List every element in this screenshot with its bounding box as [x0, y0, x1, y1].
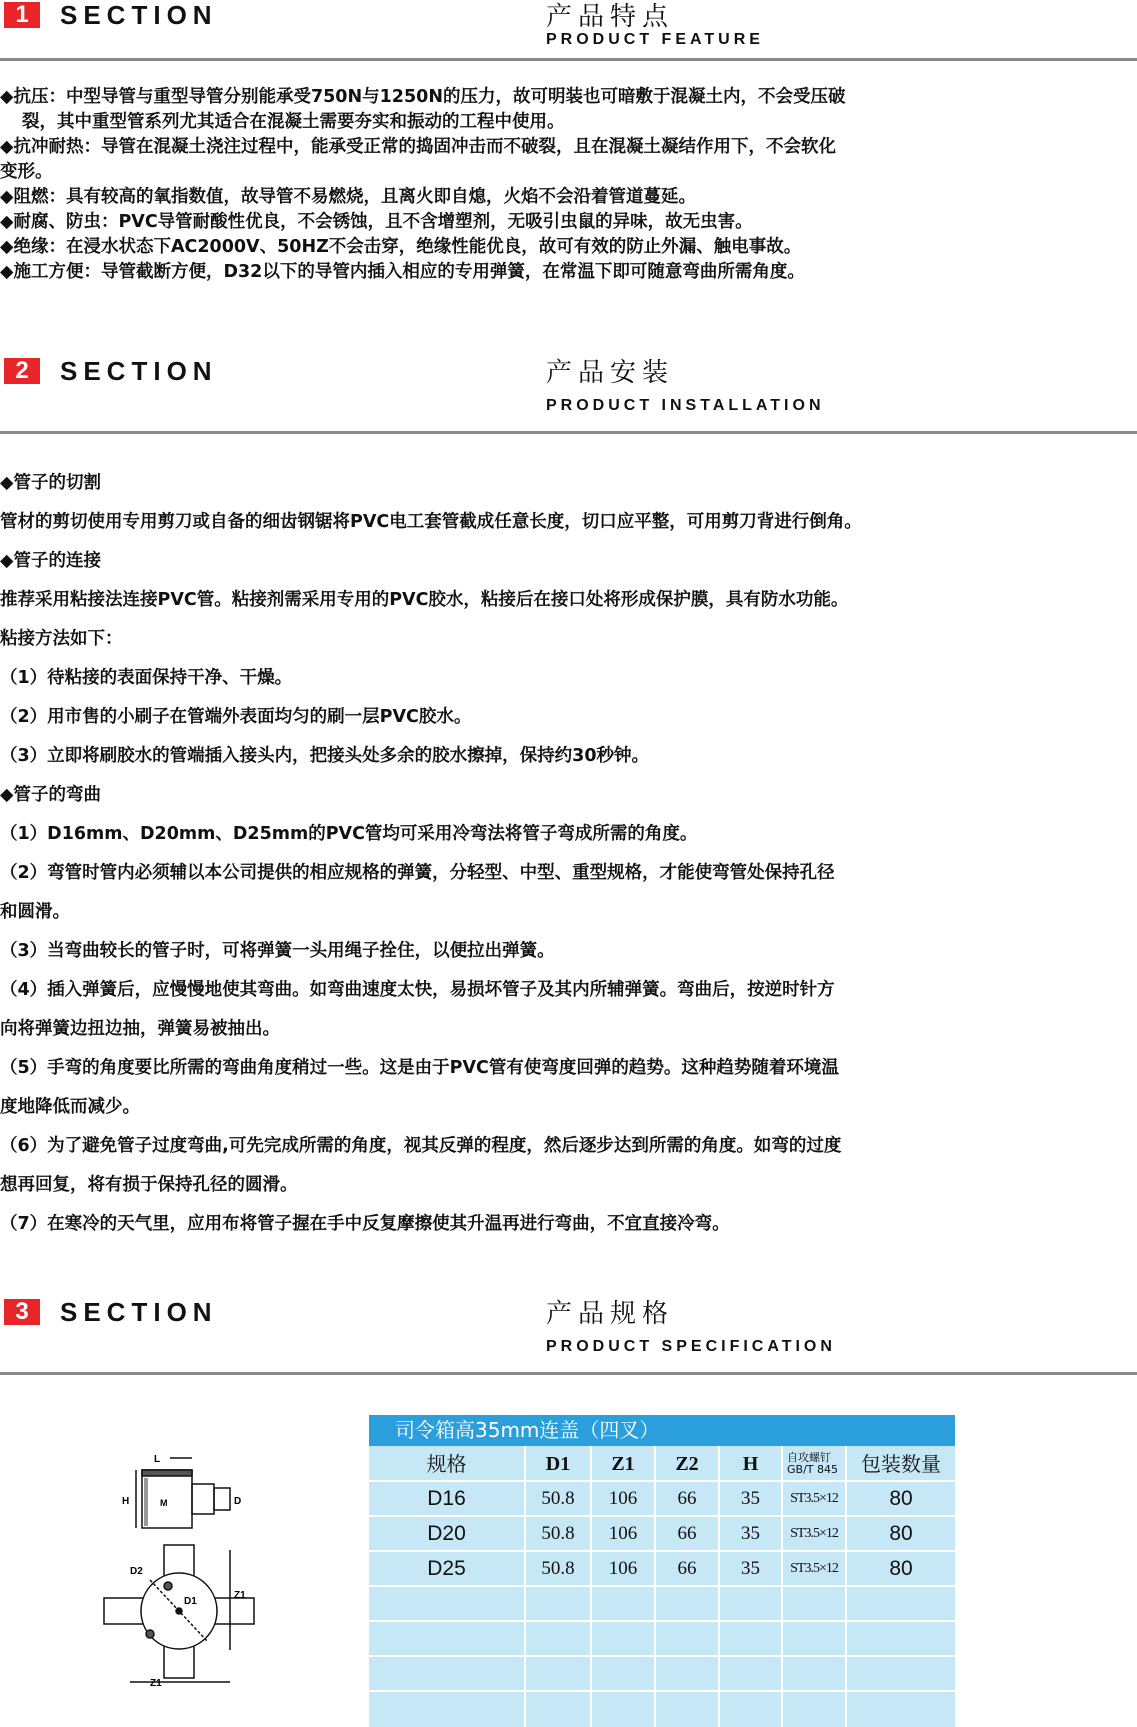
- dimension-label: L: [154, 1454, 161, 1465]
- install-line: ◆管子的连接: [0, 551, 101, 571]
- table-cell: 106: [608, 1488, 638, 1509]
- install-line: ◆管子的弯曲: [0, 785, 101, 805]
- table-header: 规格: [426, 1452, 467, 1476]
- install-line: 向将弹簧边扭边抽，弹簧易被抽出。: [0, 1019, 280, 1039]
- section-title-en: PRODUCT FEATURE: [546, 31, 764, 48]
- install-line: （2）弯管时管内必须辅以本公司提供的相应规格的弹簧，分轻型、中型、重型规格，才能使弯管处保持孔径: [0, 863, 835, 883]
- dimension-label: Z1: [150, 1678, 162, 1689]
- section-title-en: PRODUCT SPECIFICATION: [546, 1338, 836, 1355]
- table-header-screw: [787, 1452, 845, 1476]
- row-divider: [369, 1655, 955, 1657]
- section-divider: [0, 1372, 1137, 1375]
- section-number-badge: 2: [4, 358, 40, 384]
- table-cell: 50.8: [541, 1488, 575, 1509]
- section-2-header: [0, 356, 1137, 416]
- install-line: 想再回复，将有损于保持孔径的圆滑。: [0, 1175, 298, 1195]
- section-word: SECTION: [60, 1297, 218, 1327]
- feature-line: ◆绝缘：在浸水状态下AC2000V、50HZ不会击穿，绝缘性能优良，故可有效的防止外漏、触电事故。: [0, 237, 802, 257]
- install-line: （7）在寒冷的天气里，应用布将管子握在手中反复摩擦使其升温再进行弯曲，不宜直接冷弯。: [0, 1214, 730, 1234]
- install-line: （6）为了避免管子过度弯曲,可先完成所需的角度，视其反弹的程度，然后逐步达到所需的角度。如弯的过度: [0, 1136, 842, 1156]
- section-title-en: PRODUCT INSTALLATION: [546, 397, 825, 414]
- dimension-label: D1: [184, 1596, 197, 1607]
- install-line: （1）待粘接的表面保持干净、干燥。: [0, 668, 293, 688]
- junction-box-drawing: [100, 1450, 270, 1690]
- install-line: （5）手弯的角度要比所需的弯曲角度稍过一些。这是由于PVC管有使弯度回弹的趋势。这种趋势随着环境温: [0, 1058, 839, 1078]
- section-title-cn: 产品特点: [546, 2, 675, 32]
- table-cell: D25: [427, 1557, 466, 1580]
- table-cell: ST3.5×12: [790, 1491, 838, 1506]
- section-word: SECTION: [60, 0, 218, 30]
- section-title-cn: 产品安装: [546, 358, 675, 388]
- table-cell: 106: [608, 1558, 638, 1579]
- section-3-header: [0, 1297, 1137, 1357]
- dimension-label: M: [160, 1498, 168, 1508]
- dimension-label: H: [122, 1496, 130, 1507]
- table-header: Z1: [611, 1453, 635, 1475]
- top-view: [104, 1545, 254, 1682]
- table-title: 司令箱高35mm连盖（四叉）: [369, 1415, 955, 1446]
- row-divider: [369, 1620, 955, 1622]
- table-cell: 66: [677, 1523, 697, 1544]
- table-header: Z2: [675, 1453, 699, 1475]
- table-cell: 35: [741, 1523, 760, 1544]
- install-line: （2）用市售的小刷子在管端外表面均匀的刷一层PVC胶水。: [0, 707, 472, 727]
- table-cell: 106: [608, 1523, 638, 1544]
- row-divider: [369, 1690, 955, 1692]
- feature-line: ◆抗压：中型导管与重型导管分别能承受750N与1250N的压力，故可明装也可暗敷于混凝土内，不会受压破: [0, 87, 846, 107]
- install-line: （1）D16mm、D20mm、D25mm的PVC管均可采用冷弯法将管子弯成所需的角度。: [0, 824, 698, 844]
- section-1-header: [0, 0, 1137, 60]
- install-line: （3）当弯曲较长的管子时，可将弹簧一头用绳子拴住，以便拉出弹簧。: [0, 941, 555, 961]
- install-line: 粘接方法如下：: [0, 629, 123, 649]
- install-line: （3）立即将刷胶水的管端插入接头内，把接头处多余的胶水擦掉，保持约30秒钟。: [0, 746, 650, 766]
- table-cell: 80: [889, 1522, 913, 1545]
- feature-line: ◆施工方便：导管截断方便，D32以下的导管内插入相应的专用弹簧，在常温下即可随意弯曲所需角度。: [0, 262, 805, 282]
- table-cell: D16: [427, 1487, 466, 1510]
- table-cell: D20: [427, 1522, 466, 1545]
- table-cell: 80: [889, 1487, 913, 1510]
- install-line: 管材的剪切使用专用剪刀或自备的细齿钢锯将PVC电工套管截成任意长度，切口应平整，可用剪刀背进行倒角。: [0, 512, 862, 532]
- table-header: D1: [545, 1453, 571, 1475]
- section-title-cn: 产品规格: [546, 1299, 675, 1329]
- screw-header-line: 自攻螺钉: [787, 1451, 831, 1464]
- install-line: 和圆滑。: [0, 902, 70, 922]
- screw-header-line: GB/T 845: [787, 1463, 838, 1476]
- install-line: （4）插入弹簧后，应慢慢地使其弯曲。如弯曲速度太快，易损坏管子及其内所辅弹簧。弯曲后，按逆时针方: [0, 980, 835, 1000]
- install-line: 度地降低而减少。: [0, 1097, 140, 1117]
- feature-line: ◆抗冲耐热：导管在混凝土浇注过程中，能承受正常的捣固冲击而不破裂，且在混凝土凝结作用下，不会软化: [0, 137, 836, 157]
- dimension-label: D: [234, 1496, 242, 1507]
- spec-table: [369, 1415, 955, 1727]
- side-view: [136, 1458, 230, 1528]
- table-cell: 66: [677, 1488, 697, 1509]
- install-line: 推荐采用粘接法连接PVC管。粘接剂需采用专用的PVC胶水，粘接后在接口处将形成保护膜，具有防水功能。: [0, 590, 849, 610]
- table-cell: 35: [741, 1558, 760, 1579]
- table-cell: 35: [741, 1488, 760, 1509]
- table-cell: 66: [677, 1558, 697, 1579]
- feature-line: ◆耐腐、防虫：PVC导管耐酸性优良，不会锈蚀，且不含增塑剂，无吸引虫鼠的异味，故无虫害。: [0, 212, 753, 232]
- install-line: ◆管子的切割: [0, 473, 101, 493]
- dimension-label: Z1: [234, 1590, 246, 1601]
- section-number-badge: 1: [4, 2, 40, 28]
- section-divider: [0, 58, 1137, 61]
- table-cell: 80: [889, 1557, 913, 1580]
- table-cell: ST3.5×12: [790, 1526, 838, 1541]
- feature-line: 变形。: [0, 162, 53, 182]
- section-word: SECTION: [60, 356, 218, 386]
- section-divider: [0, 431, 1137, 434]
- table-header: H: [742, 1453, 759, 1475]
- table-header: 包装数量: [861, 1452, 941, 1476]
- table-cell: 50.8: [541, 1523, 575, 1544]
- feature-line: 裂，其中重型管系列尤其适合在混凝土需要夯实和振动的工程中使用。: [22, 112, 565, 132]
- dimension-label: D2: [130, 1566, 143, 1577]
- section-number-badge: 3: [4, 1299, 40, 1325]
- table-cell: ST3.5×12: [790, 1561, 838, 1576]
- feature-line: ◆阻燃：具有较高的氧指数值，故导管不易燃烧，且离火即自熄，火焰不会沿着管道蔓延。: [0, 187, 696, 207]
- table-cell: 50.8: [541, 1558, 575, 1579]
